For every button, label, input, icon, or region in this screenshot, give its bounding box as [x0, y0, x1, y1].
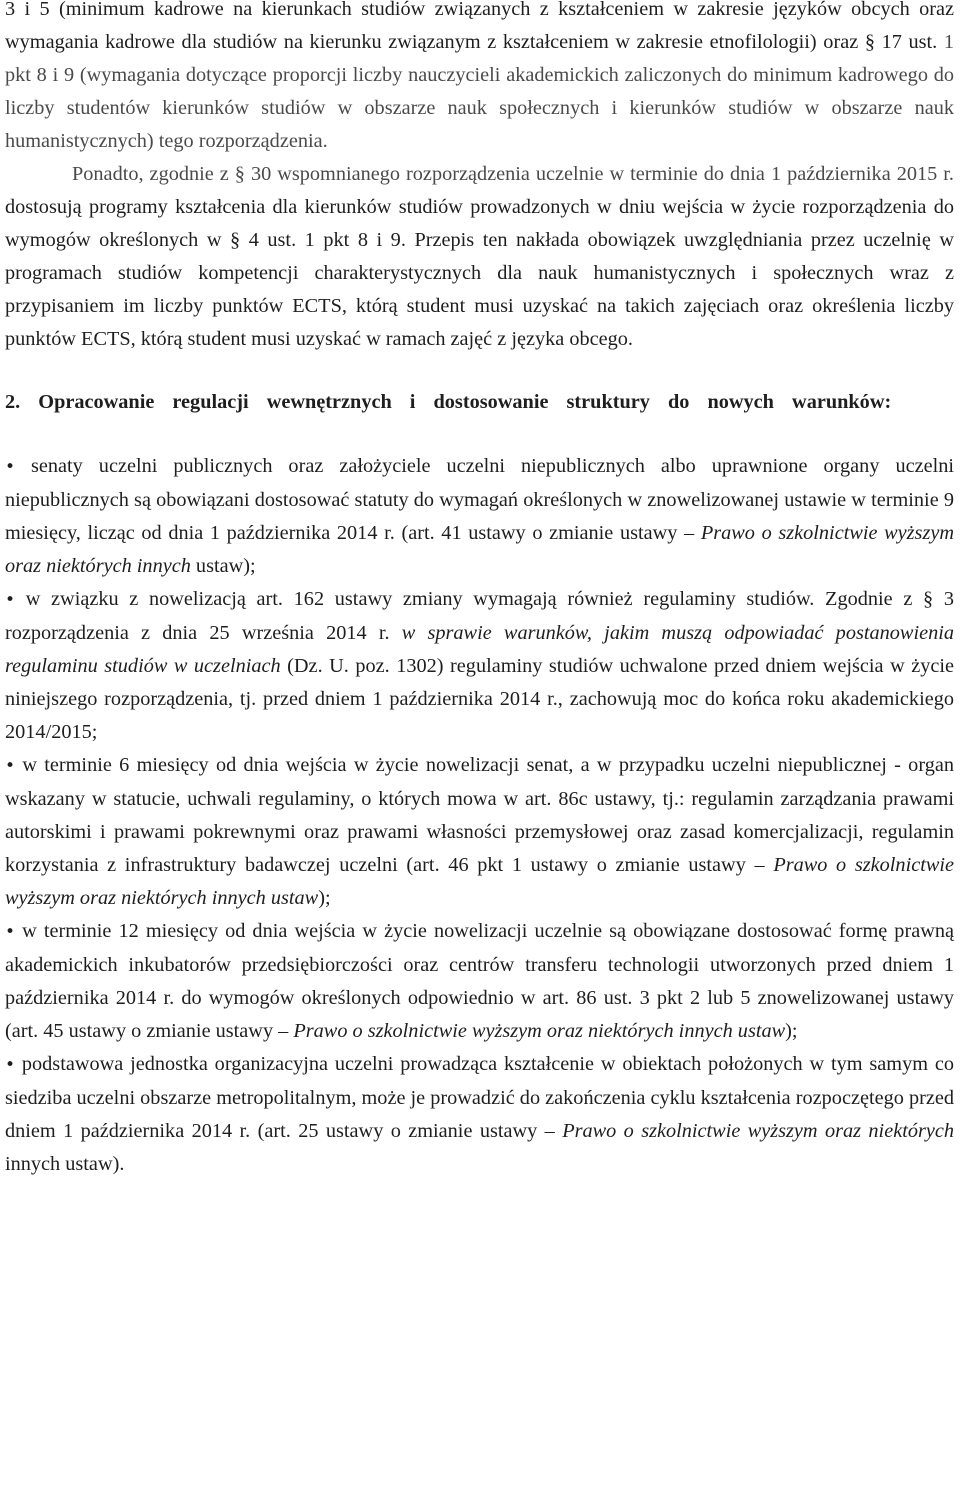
act-title: Prawo o szkolnictwie wyższym oraz niektórych innych ustaw — [5, 854, 954, 909]
act-title: Prawo o szkolnictwie wyższym oraz niektórych — [562, 1120, 955, 1142]
section-title-end: warunków: — [792, 391, 892, 413]
bullet-icon: • — [5, 1055, 16, 1075]
list-item-text: podstawowa jednostka organizacyjna uczelni prowadząca kształcenie w obiektach położonych w tym samym co siedziba uczelni obszarze metropolitalnym, może je prowadzić do zakończenia cyklu kształcenia rozpoczętego przed dniem 1 października 2014 r. (art. 25 ustawy o zmianie ustawy – — [5, 1053, 954, 1142]
paragraph-text: 1 pkt 8 i 9 (wymagania dotyczące proporcji liczby nauczycieli akademickich zaliczonych do minimum kadrowego do liczby studentów kierunków studiów w obszarze nauk społecznych i kierunków studiów w obszarze nauk humanistycznych) tego rozporządzenia. — [5, 31, 954, 152]
list-item — [5, 1048, 954, 1181]
act-title: Prawo o szkolnictwie wyższym oraz niektórych innych ustaw — [293, 1020, 786, 1042]
list-item-text: innych ustaw). — [5, 1153, 125, 1175]
list-item — [5, 749, 954, 915]
bullet-list — [5, 450, 954, 1181]
list-item-text: ); — [785, 1020, 798, 1042]
section-title: Opracowanie regulacji wewnętrznych i dostosowanie struktury do nowych — [38, 391, 774, 413]
bullet-icon: • — [5, 590, 16, 610]
section-heading — [5, 386, 954, 419]
list-item-text: w terminie 6 miesięcy od dnia wejścia w życie nowelizacji senat, a w przypadku uczelni niepublicznej - organ wskazany w statucie, uchwali regulaminy, o których mowa w art. 86c ustawy, tj.: regulamin zarządzania prawami autorskimi i prawami pokrewnymi oraz prawami własności przemysłowej oraz zasad komercjalizacji, regulamin korzystania z infrastruktury badawczej uczelni (art. 46 pkt 1 ustawy o zmianie ustawy – — [5, 754, 954, 876]
list-item-text: ); — [318, 887, 331, 909]
bullet-icon: • — [5, 922, 16, 942]
list-item-text: ustaw); — [190, 555, 256, 577]
paragraph-text: dostosują programy kształcenia dla kierunków studiów prowadzonych w dniu wejścia w życie rozporządzenia do wymogów określonych w § 4 ust. 1 pkt 8 i 9. — [5, 196, 954, 251]
list-item — [5, 915, 954, 1048]
section-number: 2. — [5, 391, 21, 413]
list-item — [5, 450, 954, 583]
list-item-text: w terminie 12 miesięcy od dnia wejścia w życie nowelizacji uczelnie są obowiązane dostosować formę prawną akademickich inkubatorów przedsiębiorczości oraz centrów transferu technologii utworzonych przed dniem 1 października 2014 r. do wymogów określonych odpowiednio w art. 86 ust. 3 pkt 2 lub 5 znowelizowanej ustawy (art. 45 ustawy o zmianie ustawy – — [5, 920, 954, 1042]
paragraph-text: Przepis ten nakłada obowiązek uwzględniania przez uczelnię w programach studiów kompetencji charakterystycznych dla nauk humanistycznych i społecznych wraz z przypisaniem im liczby punktów ECTS, którą student musi uzyskać na takich zajęciach oraz określenia liczby punktów ECTS, którą student musi uzyskać w ramach zajęć z języka obcego. — [5, 229, 955, 350]
paragraph — [5, 158, 954, 356]
list-item-text: (Dz. U. poz. 1302) regulaminy studiów uchwalone przed dniem wejścia w życie niniejszego rozporządzenia, tj. przed dniem 1 października 2014 r., zachowują moc do końca roku akademickiego 2014/2015; — [5, 655, 955, 743]
act-title: w sprawie warunków, jakim muszą odpowiadać postanowienia regulaminu studiów w uczelniach — [5, 622, 954, 677]
list-item-text: w związku z nowelizacją art. 162 ustawy zmiany wymagają również regulaminy studiów. Zgodnie z § 3 rozporządzenia z dnia 25 września 2014 r. — [5, 588, 954, 644]
list-item-text: senaty uczelni publicznych oraz założyciele uczelni niepublicznych albo uprawnione organy uczelni niepublicznych są obowiązani dostosować statuty do wymagań określonych w znowelizowanej ustawie w terminie 9 miesięcy, licząc od dnia 1 października 2014 r. (art. 41 ustawy o zmianie ustawy – — [5, 455, 954, 544]
paragraph-text: Ponadto, zgodnie z § 30 wspomnianego rozporządzenia uczelnie w terminie do dnia 1 października 2015 r. — [72, 163, 954, 185]
list-item — [5, 583, 954, 749]
bullet-icon: • — [5, 457, 16, 477]
paragraph-text: 3 i 5 (minimum kadrowe na kierunkach studiów związanych z kształceniem w zakresie języków obcych oraz wymagania kadrowe dla studiów na kierunku związanym z kształceniem w zakresie etnofilologii) oraz § 17 ust. — [5, 0, 954, 53]
paragraph-continuation — [5, 0, 954, 158]
bullet-icon: • — [5, 756, 16, 776]
act-title: Prawo o szkolnictwie wyższym oraz niektórych innych — [5, 522, 954, 577]
